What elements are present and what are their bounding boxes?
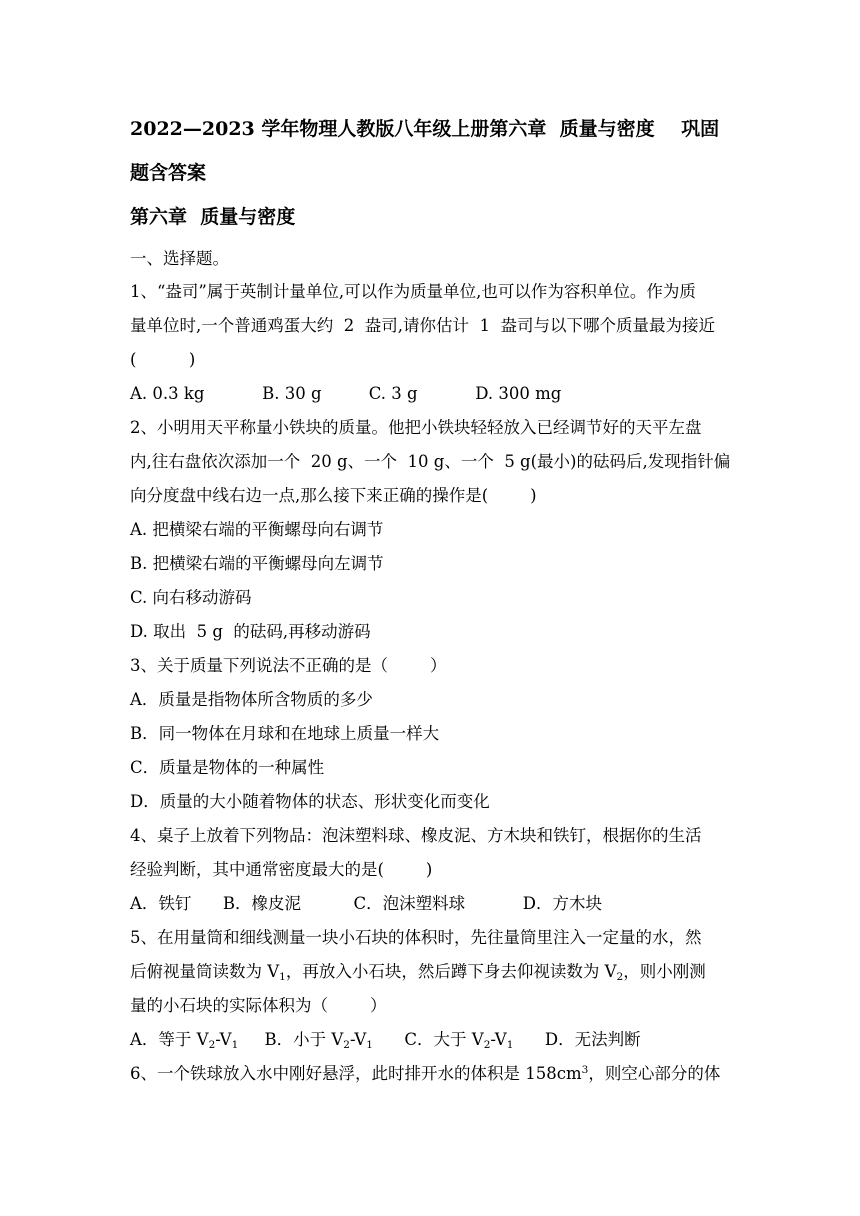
document-title-line-1: 2022—2023 学年物理人教版八年级上册第六章 质量与密度 巩固 — [130, 118, 720, 140]
question-4-line-1: 4、桌子上放着下列物品：泡沫塑料球、橡皮泥、方木块和铁钉，根据你的生活 — [130, 826, 702, 845]
question-5-options: A．等于 V2-V1 B．小于 V2-V1 C．大于 V2-V1 D．无法判断 — [130, 1030, 641, 1051]
question-2-line-1: 2、小明用天平称量小铁块的质量。他把小铁块轻轻放入已经调节好的天平左盘 — [130, 418, 702, 437]
question-3-option-b: B．同一物体在月球和在地球上质量一样大 — [130, 724, 440, 743]
question-4-options: A．铁钉 B．橡皮泥 C．泡沫塑料球 D．方木块 — [130, 894, 603, 913]
question-2-option-d: D. 取出 5 g 的砝码,再移动游码 — [130, 622, 371, 641]
question-3-option-a: A．质量是指物体所含物质的多少 — [130, 690, 373, 709]
question-2-option-c: C. 向右移动游码 — [130, 588, 252, 607]
question-1-line-2: 量单位时,一个普通鸡蛋大约 2 盎司,请你估计 1 盎司与以下哪个质量最为接近 — [130, 316, 715, 335]
question-3-line-1: 3、关于质量下列说法不正确的是（ ） — [130, 656, 447, 675]
question-5-line-2: 后俯视量筒读数为 V1，再放入小石块，然后蹲下身去仰视读数为 V2，则小刚测 — [130, 962, 706, 983]
question-2-line-3: 向分度盘中线右边一点,那么接下来正确的操作是( ) — [130, 486, 537, 505]
question-1-line-1: 1、“盎司”属于英制计量单位,可以作为质量单位,也可以作为容积单位。作为质 — [130, 282, 696, 301]
question-4-line-2: 经验判断，其中通常密度最大的是( ) — [130, 860, 433, 879]
question-2-option-b: B. 把横梁右端的平衡螺母向左调节 — [130, 554, 384, 573]
section-heading: 一、选择题。 — [130, 249, 229, 268]
chapter-heading: 第六章 质量与密度 — [130, 206, 296, 228]
document-title-line-2: 题含答案 — [130, 162, 207, 184]
question-2-line-2: 内,往右盘依次添加一个 20 g、一个 10 g、一个 5 g(最小)的砝码后,发现指针偏 — [130, 452, 731, 471]
question-6-line-1: 6、一个铁球放入水中刚好悬浮，此时排开水的体积是 $158cm^3$，则空心部分的体 — [130, 1064, 721, 1083]
question-3-option-c: C．质量是物体的一种属性 — [130, 758, 325, 777]
question-2-option-a: A. 把横梁右端的平衡螺母向右调节 — [130, 520, 384, 539]
question-1-options: A. 0.3 kg B. 30 g C. 3 g D. 300 mg — [130, 384, 562, 403]
question-5-line-1: 5、在用量筒和细线测量一块小石块的体积时，先往量筒里注入一定量的水，然 — [130, 928, 702, 947]
question-1-line-3: ( ) — [130, 350, 196, 369]
question-5-line-3: 量的小石块的实际体积为（ ） — [130, 996, 387, 1015]
question-3-option-d: D．质量的大小随着物体的状态、形状变化而变化 — [130, 792, 490, 811]
